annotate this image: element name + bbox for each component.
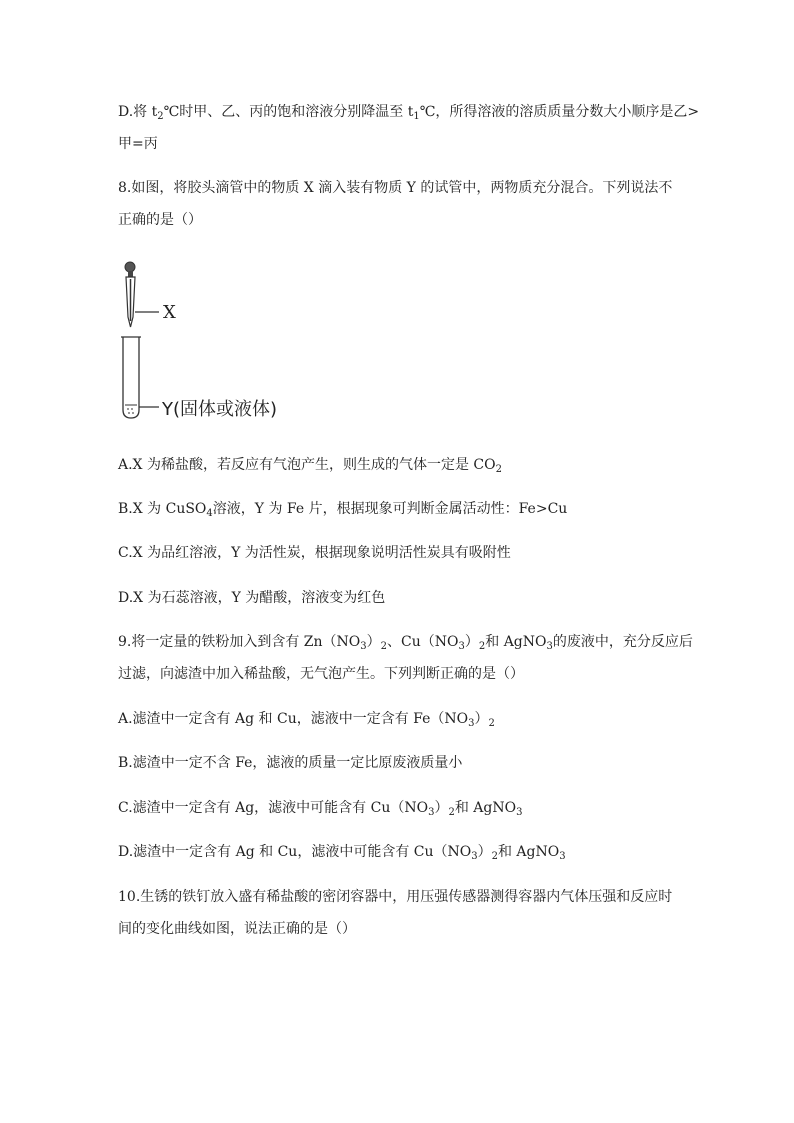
q9-option-a: A.滤渣中一定含有 Ag 和 Cu，滤液中一定含有 $Fe(NO_3)_2$ [118,711,495,729]
q9-option-d: D.滤渣中一定含有 Ag 和 Cu，滤液中可能含有 $Cu(NO_3)_2$和 AgNO$_3$ [118,844,566,862]
q7-option-d-line2: 甲=丙 [118,136,158,152]
q8-option-d: D.X 为石蕊溶液，Y 为醋酸，溶液变为红色 [118,590,386,606]
q9-option-b: B.滤渣中一定不含 Fe，滤液的质量一定比原废液质量小 [118,755,463,771]
dropper-neck [128,271,133,277]
q10-stem-line2: 间的变化曲线如图，说法正确的是（） [118,921,356,937]
q7-option-d-line1: D.将 $t_2℃$时甲、乙、丙的饱和溶液分别降温至 $t_1℃$，所得溶液的溶质质量分数大小顺序是乙> [118,104,700,122]
apparatus-diagram [114,255,324,425]
test-tube [123,337,139,418]
y-label: Y(固体或液体) [162,399,278,420]
dropper-bulb [125,262,135,272]
q8-stem-line2: 正确的是（） [118,212,202,228]
q9-option-c: C.滤渣中一定含有 Ag，滤液中可能含有 $Cu(NO_3)_2$和 AgNO$_3$ [118,800,523,818]
q9-stem-line2: 过滤，向滤渣中加入稀盐酸，无气泡产生。下列判断正确的是（） [118,666,524,682]
q8-stem-line1: 8.如图，将胶头滴管中的物质 X 滴入装有物质 Y 的试管中，两物质充分混合。下列说法不 [118,180,673,196]
dropper-test-tube-figure [114,255,324,425]
x-label: X [163,302,176,323]
q8-option-b: B.X 为 CuSO$_4$溶液，Y 为 Fe 片，根据现象可判断金属活动性：Fe>Cu [118,501,568,519]
q10-stem-line1: 10.生锈的铁钉放入盛有稀盐酸的密闭容器中，用压强传感器测得容器内气体压强和反应时 [118,889,673,905]
q8-option-c: C.X 为品红溶液，Y 为活性炭，根据现象说明活性炭具有吸附性 [118,545,511,561]
q9-stem-line1: 9.将一定量的铁粉加入到含有 $Zn(NO_3)_2$、$Cu(NO_3)_2$和 AgNO$_3$的废液中，充分反应后 [118,634,693,652]
q8-option-a: A.X 为稀盐酸，若反应有气泡产生，则生成的气体一定是 $CO_2$ [118,457,502,475]
